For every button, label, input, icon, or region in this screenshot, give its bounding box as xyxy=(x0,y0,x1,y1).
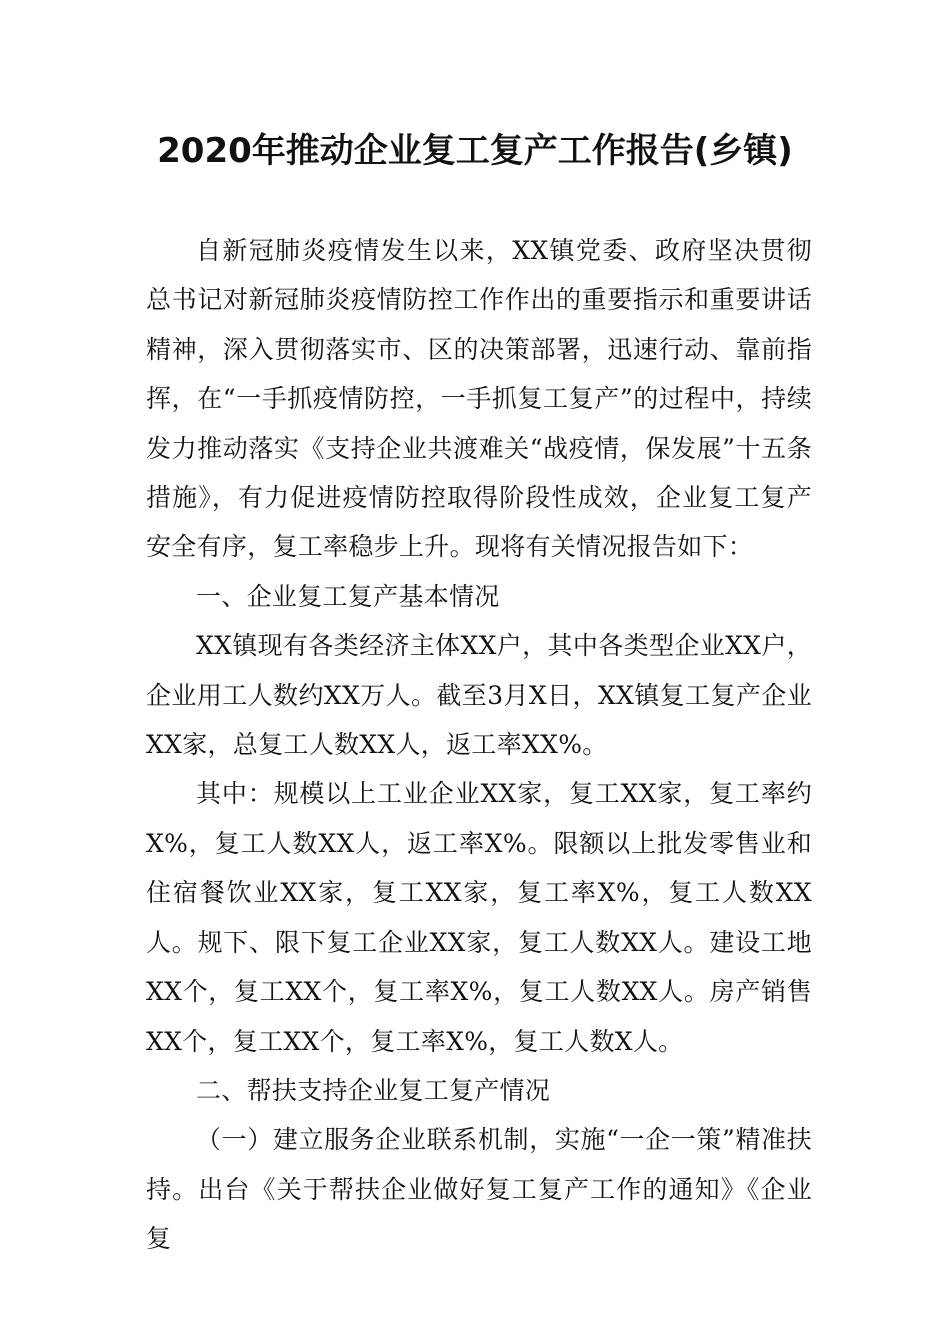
document-body xyxy=(146,226,812,1264)
detail-statistics-paragraph: 其中：规模以上工业企业XX家，复工XX家，复工率约X%，复工人数XX人，返工率X%。限额以上批发零售业和住宿餐饮业XX家，复工XX家，复工率X%，复工人数XX人。规下、限下复工企业XX家，复工人数XX人。建设工地XX个，复工XX个，复工率X%，复工人数XX人。房产销售XX个，复工XX个，复工率X%，复工人数X人。 xyxy=(146,779,812,1056)
basic-situation-paragraph: XX镇现有各类经济主体XX户，其中各类型企业XX户，企业用工人数约XX万人。截至3月X日，XX镇复工复产企业XX家，总复工人数XX人，返工率XX%。 xyxy=(146,631,812,760)
section-heading-1: 一、企业复工复产基本情况 xyxy=(196,581,500,611)
intro-paragraph: 自新冠肺炎疫情发生以来，XX镇党委、政府坚决贯彻总书记对新冠肺炎疫情防控工作作出的重要指示和重要讲话精神，深入贯彻落实市、区的决策部署，迅速行动、靠前指挥，在“一手抓疫情防控，一手抓复工复产”的过程中，持续发力推动落实《支持企业共渡难关“战疫情，保发展”十五条措施》，有力促进疫情防控取得阶段性成效，企业复工复产安全有序，复工率稳步上升。现将有关情况报告如下： xyxy=(146,236,812,562)
section-heading-2: 二、帮扶支持企业复工复产情况 xyxy=(196,1075,551,1105)
support-measures-paragraph: （一）建立服务企业联系机制，实施“一企一策”精准扶持。出台《关于帮扶企业做好复工复产工作的通知》《企业复 xyxy=(146,1125,812,1254)
document-title: 2020年推动企业复工复产工作报告(乡镇) xyxy=(157,131,793,171)
